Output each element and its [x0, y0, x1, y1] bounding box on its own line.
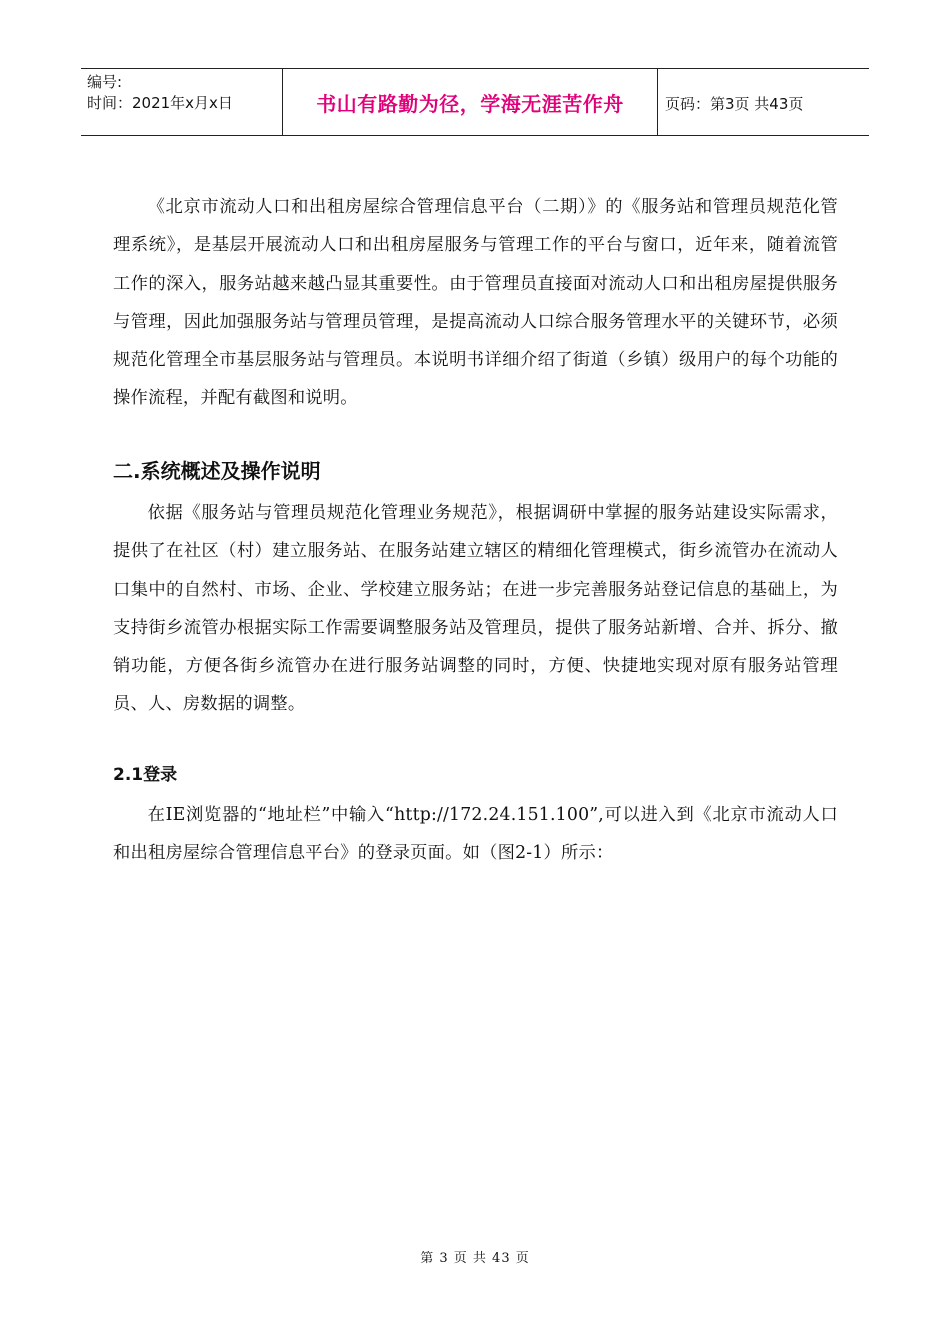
header-divider	[657, 69, 658, 135]
header-left-cell	[81, 69, 282, 135]
number-label: 编号:	[87, 73, 123, 91]
intro-paragraph: 《北京市流动人口和出租房屋综合管理信息平台（二期）》的《服务站和管理员规范化管理系统》，是基层开展流动人口和出租房屋服务与管理工作的平台与窗口，近年来，随着流管工作的深入，服务站越来越凸显其重要性。由于管理员直接面对流动人口和出租房屋提供服务与管理，因此加强服务站与管理员管理，是提高流动人口综合服务管理水平的关键环节，必须规范化管理全市基层服务站与管理员。本说明书详细介绍了街道（乡镇）级用户的每个功能的操作流程，并配有截图和说明。	[113, 197, 838, 409]
page-footer: 第 3 页 共 43 页	[420, 1251, 530, 1266]
time-label: 时间：2021年x月x日	[87, 94, 233, 112]
section-heading: 二.系统概述及操作说明	[113, 459, 321, 483]
section-paragraph: 依据《服务站与管理员规范化管理业务规范》，根据调研中掌握的服务站建设实际需求，提供了在社区（村）建立服务站、在服务站建立辖区的精细化管理模式，街乡流管办在流动人口集中的自然村、市场、企业、学校建立服务站；在进一步完善服务站登记信息的基础上，为支持街乡流管办根据实际工作需要调整服务站及管理员，提供了服务站新增、合并、拆分、撤销功能，方便各街乡流管办在进行服务站调整的同时，方便、快捷地实现对原有服务站管理员、人、房数据的调整。	[113, 503, 838, 715]
subsection-heading: 2.1登录	[113, 765, 178, 785]
page-header	[81, 68, 869, 136]
header-slogan: 书山有路勤为径，学海无涯苦作舟	[316, 91, 624, 116]
header-page-info: 页码：第3页 共43页	[665, 95, 804, 113]
subsection-paragraph: 在IE浏览器的“地址栏”中输入“http://172.24.151.100”,可以进入到《北京市流动人口和出租房屋综合管理信息平台》的登录页面。如（图2-1）所示：	[113, 805, 838, 864]
